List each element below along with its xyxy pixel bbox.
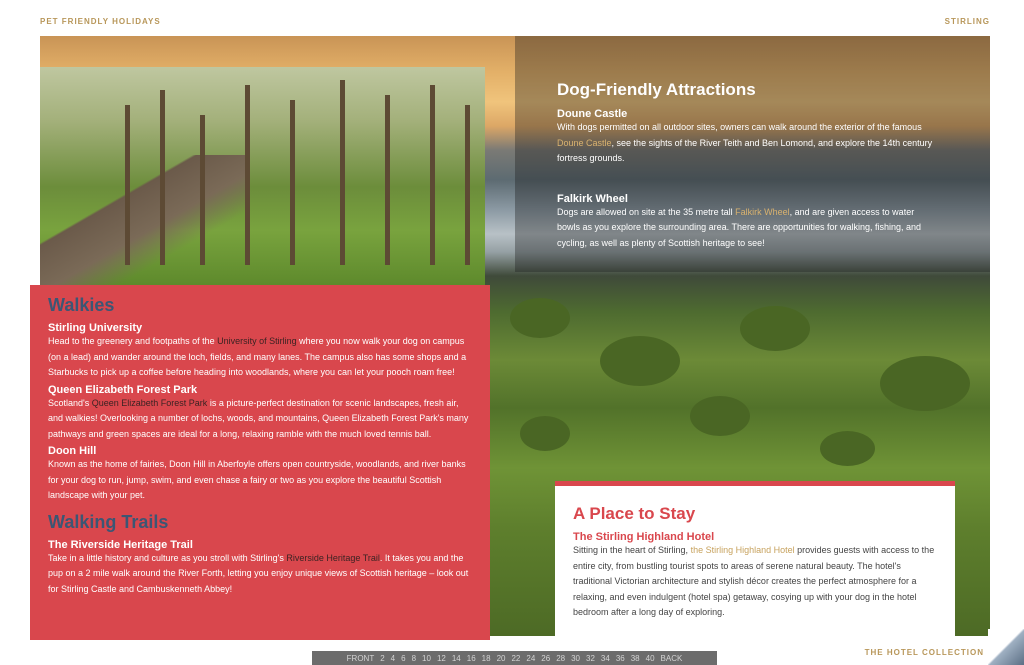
link-falkirk-wheel[interactable]: Falkirk Wheel bbox=[735, 206, 790, 217]
tree-shape bbox=[600, 336, 680, 386]
tree-shape bbox=[690, 396, 750, 436]
page-curl-icon[interactable] bbox=[988, 629, 1024, 665]
tree-shape bbox=[740, 306, 810, 351]
item-title-doon-hill: Doon Hill bbox=[48, 445, 97, 457]
forest-path bbox=[40, 155, 250, 285]
pager-item[interactable]: 34 bbox=[600, 653, 610, 663]
attractions-title: Dog-Friendly Attractions bbox=[557, 80, 756, 99]
pager-item[interactable]: 14 bbox=[451, 653, 461, 663]
tree-trunk bbox=[385, 95, 390, 265]
link-university-of-stirling[interactable]: University of Stirling bbox=[217, 336, 297, 346]
text-span: Scotland's bbox=[48, 397, 92, 408]
pager-item[interactable]: 28 bbox=[556, 653, 566, 663]
pager-item[interactable]: 40 bbox=[645, 653, 655, 663]
pager-item[interactable]: 38 bbox=[630, 653, 640, 663]
pager-item[interactable]: 22 bbox=[511, 653, 521, 663]
pager-item[interactable]: 20 bbox=[496, 653, 506, 663]
pager-item[interactable]: 6 bbox=[401, 653, 406, 663]
item-text-queen-elizabeth-forest-park bbox=[48, 396, 472, 443]
text-span: provides guests with access to the entire city, from bustling tourist spots to areas of serene natural beauty. The hotel's traditional Victorian architecture and stylish décor creates the perfect atmosphere for a relaxing, and even indulgent (hotel spa) getaway, cosying up with your dog in the hotel bedroom after a long day of exploring. bbox=[573, 545, 935, 617]
place-to-stay-panel bbox=[555, 481, 955, 636]
tree-shape bbox=[880, 356, 970, 411]
footer-label: THE HOTEL COLLECTION bbox=[864, 648, 984, 657]
link-doune-castle[interactable]: Doune Castle bbox=[557, 137, 612, 148]
running-header-right: STIRLING bbox=[944, 17, 990, 26]
tree-trunk bbox=[465, 105, 470, 265]
tree-trunk bbox=[200, 115, 205, 265]
attractions-section bbox=[557, 80, 937, 251]
item-title-doune-castle: Doune Castle bbox=[557, 108, 628, 120]
tree-trunk bbox=[340, 80, 345, 265]
tree-trunk bbox=[245, 85, 250, 265]
tree-shape bbox=[510, 298, 570, 338]
item-text-falkirk-wheel bbox=[557, 205, 937, 252]
text-span: . It takes you and the pup on a 2 mile walk around the River Forth, letting you enjoy unique views of Scottish heritage – look out for Stirling Castle and Cambuskenneth Abbey! bbox=[48, 552, 469, 594]
text-span: Take in a little history and culture as you stroll with Stirling's bbox=[48, 552, 287, 563]
walkies-panel bbox=[30, 285, 490, 640]
pager-item[interactable]: 2 bbox=[380, 653, 385, 663]
link-stirling-highland-hotel[interactable]: the Stirling Highland Hotel bbox=[690, 545, 795, 555]
spacer bbox=[557, 167, 937, 193]
pager-item[interactable]: 18 bbox=[481, 653, 491, 663]
tree-trunk bbox=[290, 100, 295, 265]
text-span: Dogs are allowed on site at the 35 metre tall bbox=[557, 206, 736, 217]
pager-item[interactable]: 4 bbox=[390, 653, 396, 663]
page-navigation bbox=[312, 651, 717, 665]
text-span: Sitting in the heart of Stirling, bbox=[573, 545, 691, 555]
pager-item[interactable]: 10 bbox=[422, 653, 431, 663]
item-text-doune-castle bbox=[557, 120, 937, 167]
tree-shape bbox=[820, 431, 875, 466]
text-span: Head to the greenery and footpaths of the bbox=[48, 336, 218, 346]
link-queen-elizabeth-forest-park[interactable]: Queen Elizabeth Forest Park bbox=[91, 397, 208, 408]
pager-item[interactable]: 26 bbox=[541, 653, 551, 663]
forest-photo bbox=[40, 67, 485, 285]
text-span: , see the sights of the River Teith and Ben Lomond, and explore the 14th century fortress grounds. bbox=[557, 137, 933, 163]
link-riverside-heritage-trail[interactable]: Riverside Heritage Trail bbox=[286, 552, 380, 563]
walking-trails-title: Walking Trails bbox=[48, 511, 169, 532]
item-title-riverside-heritage-trail: The Riverside Heritage Trail bbox=[48, 538, 193, 551]
item-text-stirling-university bbox=[48, 334, 472, 381]
pager-item[interactable]: 32 bbox=[586, 653, 595, 663]
pager-item[interactable]: BACK bbox=[660, 653, 683, 663]
pager-item[interactable]: 36 bbox=[615, 653, 625, 663]
text-span: is a picture-perfect destination for scenic landscapes, fresh air, and walkies! Overlooking a number of lochs, woods, and mountains, Queen Elizabeth Forest Park's many pathways and green spaces are ideal for a long, relaxing ramble with the much loved tennis ball. bbox=[48, 397, 469, 439]
pager-item[interactable]: 8 bbox=[411, 653, 417, 663]
item-text-riverside-heritage-trail bbox=[48, 551, 472, 598]
text-span: where you now walk your dog on campus (on a lead) and wander around the loch, fields, and many lanes. The campus also has some shops and a Starbucks to pick up a coffee before heading into woodlands, where you can let your pooch roam free! bbox=[48, 336, 467, 377]
place-to-stay-title: A Place to Stay bbox=[573, 504, 696, 523]
tree-shape bbox=[520, 416, 570, 451]
item-title-queen-elizabeth-forest-park: Queen Elizabeth Forest Park bbox=[48, 383, 198, 396]
pager-item[interactable]: FRONT bbox=[346, 653, 375, 663]
pager-item[interactable]: 12 bbox=[436, 653, 446, 663]
pager-item[interactable]: 24 bbox=[526, 653, 536, 663]
item-text-doon-hill: Known as the home of fairies, Doon Hill in Aberfoyle offers open countryside, woodlands, and river banks for your dog to run, jump, swim, and even chase a fairy or two as you explore the beautiful Scottish landscape with your pet. bbox=[48, 459, 466, 500]
tree-trunk bbox=[430, 85, 435, 265]
walkies-title: Walkies bbox=[48, 295, 115, 315]
hotel-description bbox=[573, 543, 937, 621]
tree-trunk bbox=[125, 105, 130, 265]
running-header-left: PET FRIENDLY HOLIDAYS bbox=[40, 17, 161, 26]
item-title-falkirk-wheel: Falkirk Wheel bbox=[557, 192, 628, 205]
text-span: , and are given access to water bowls as you explore the surrounding area. There are opportunities for walking, fishing, and cycling, as well as plenty of Scottish heritage to see! bbox=[557, 206, 922, 248]
hotel-name: The Stirling Highland Hotel bbox=[573, 531, 715, 543]
text-span: With dogs permitted on all outdoor sites, owners can walk around the exterior of the famous bbox=[557, 122, 922, 132]
pager-item[interactable]: 16 bbox=[466, 653, 476, 663]
tree-trunk bbox=[160, 90, 165, 265]
item-title-stirling-university: Stirling University bbox=[48, 322, 143, 334]
pager-item[interactable]: 30 bbox=[571, 653, 580, 663]
